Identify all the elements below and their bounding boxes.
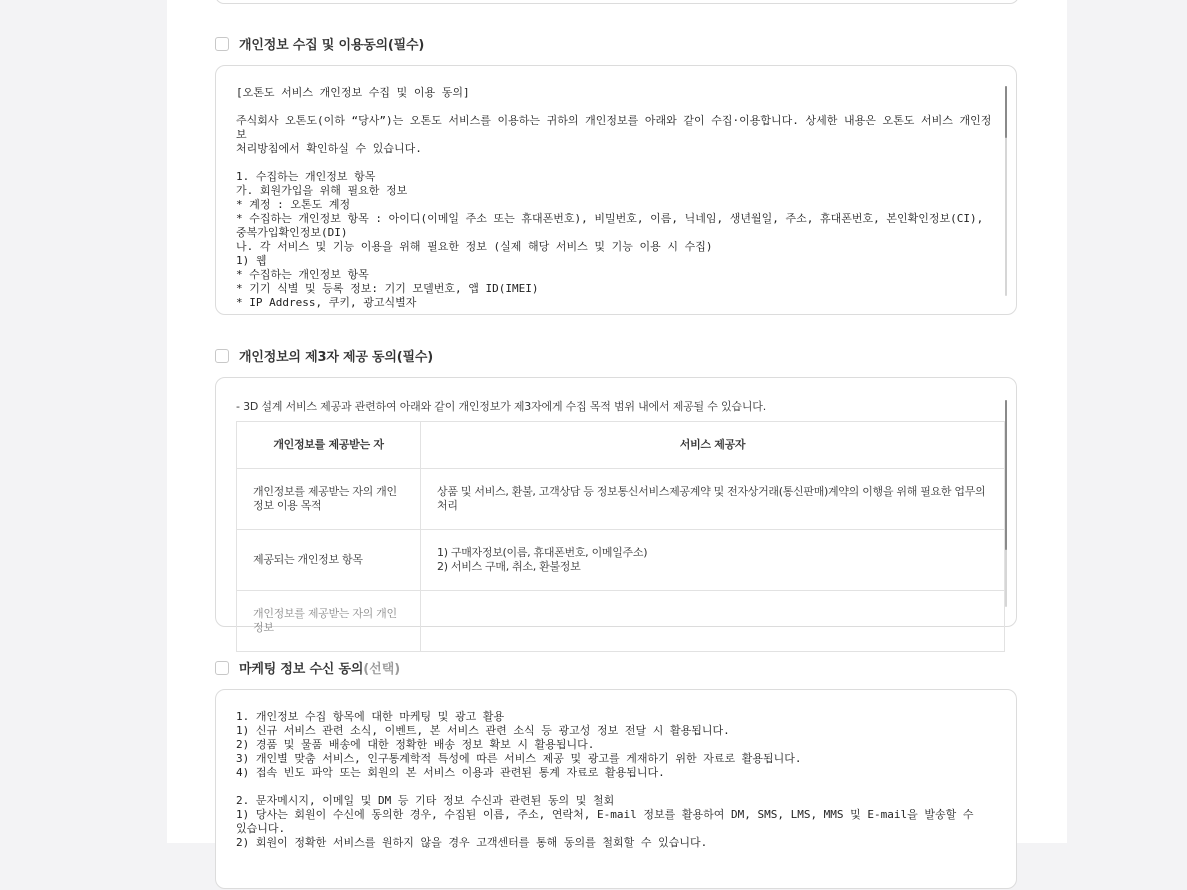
privacy-collection-terms-box[interactable] [215,65,1017,315]
marketing-label: 마케팅 정보 수신 동의 [239,661,364,677]
previous-terms-box [215,0,1019,4]
third-party-consent-row[interactable] [215,344,433,366]
marketing-terms-box[interactable] [215,689,1017,889]
privacy-collection-scrollbar[interactable] [1005,86,1007,296]
third-party-checkbox[interactable] [215,349,229,363]
marketing-optional-tag: (선택) [363,661,401,677]
privacy-collection-checkbox[interactable] [215,37,229,51]
table-cell-purpose-label: 개인정보를 제공받는 자의 개인정보 이용 목적 [237,469,421,530]
marketing-terms-text: 1. 개인정보 수집 항목에 대한 마케팅 및 광고 활용 1) 신규 서비스 관련 소식, 이벤트, 본 서비스 관련 소식 등 광고성 정보 전달 시 활용됩니다. 2) 경품 및 물품 배송에 대한 정확한 배송 정보 확보 시 활용됩니다. 3) 개인별 맞춤 서비스, 인구통계학적 특성에 따른 서비스 제공 및 광고를 게재하기 위한 자료로 활용됩니다. 4) 접속 빈도 파악 또는 회원의 본 서비스 이용과 관련된 통계 자료로 활용됩니다. 2. 문자메시지, 이메일 및 DM 등 기타 정보 수신과 관련된 동의 및 철회 1) 당사는 회원이 수신에 동의한 경우, 수집된 이름, 주소, 연락처, E-mail 정보를 활용하여 DM, SMS, LMS, MMS 및 E-mail을 발송할 수 있습니다. 2) 회원이 정확한 서비스를 원하지 않을 경우 고객센터를 통해 동의를 철회할 수 있습니다. [236,710,974,849]
privacy-collection-scroll-thumb[interactable] [1005,86,1007,138]
marketing-checkbox[interactable] [215,661,229,675]
table-cell-items-label: 제공되는 개인정보 항목 [237,530,421,591]
third-party-scrollbar[interactable] [1005,400,1007,607]
table-header-recipient: 개인정보를 제공받는 자 [237,422,421,469]
table-row [237,591,1005,652]
table-row [237,469,1005,530]
privacy-collection-terms-text: [오톤도 서비스 개인정보 수집 및 이용 동의] 주식회사 오톤도(이하 “당사”)는 오톤도 서비스를 이용하는 귀하의 개인정보를 아래와 같이 수집·이용합니다. 상세한 내용은 오톤도 서비스 개인정보 처리방침에서 확인하실 수 있습니다. 1. 수집하는 개인정보 항목 가. 회원가입을 위해 필요한 정보 * 계정 : 오톤도 계정 * 수집하는 개인정보 항목 : 아이디(이메일 주소 또는 휴대폰번호), 비밀번호, 이름, 닉네임, 생년월일, 주소, 휴대폰번호, 본인확인정보(CI), 중복가입확인정보(DI) 나. 각 서비스 및 기능 이용을 위해 필요한 정보 (실제 해당 서비스 및 기능 이용 시 수집) 1) 웹 * 수집하는 개인정보 항목 * 기기 식별 및 등록 정보: 기기 모델번호, 앱 ID(IMEI) * IP Address, 쿠키, 광고식별자 [236,86,992,309]
third-party-intro: - 3D 설계 서비스 제공과 관련하여 아래와 같이 개인정보가 제3자에게 수집 목적 범위 내에서 제공될 수 있습니다. [236,400,766,413]
third-party-table-scroll[interactable] [236,421,1006,634]
third-party-table [236,421,1005,652]
table-row [237,530,1005,591]
table-cell-purpose-value: 상품 및 서비스, 환불, 고객상담 등 정보통신서비스제공계약 및 전자상거래(통신판매)계약의 이행을 위해 필요한 업무의 처리 [421,469,1005,530]
privacy-collection-terms-scroll[interactable] [236,86,996,309]
consent-panel [167,0,1067,849]
marketing-consent-row[interactable] [215,656,400,678]
marketing-terms-scroll[interactable] [236,710,996,890]
table-header-provider: 서비스 제공자 [421,422,1005,469]
third-party-label: 개인정보의 제3자 제공 동의(필수) [239,349,433,365]
third-party-terms-box[interactable] [215,377,1017,634]
table-cell-items-value: 1) 구매자정보(이름, 휴대폰번호, 이메일주소) 2) 서비스 구매, 취소, 환불정보 [421,530,1005,591]
privacy-collection-label: 개인정보 수집 및 이용동의(필수) [239,37,425,53]
table-header-row [237,422,1005,469]
table-cell-retention-label: 개인정보를 제공받는 자의 개인정보 [237,591,421,652]
third-party-scroll-thumb[interactable] [1005,400,1007,550]
privacy-collection-consent-row[interactable] [215,32,424,54]
table-cell-retention-value [421,591,1005,652]
